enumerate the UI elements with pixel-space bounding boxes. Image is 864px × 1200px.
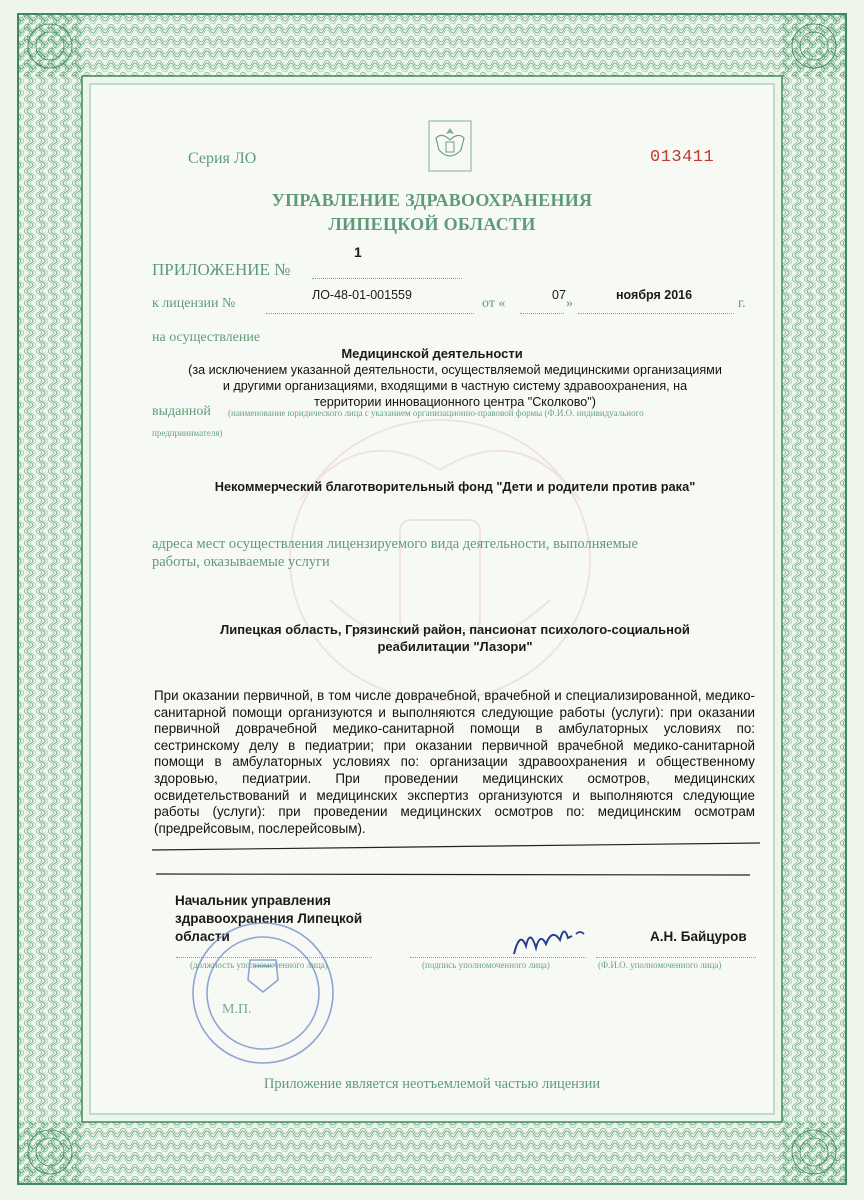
authority-line-1: УПРАВЛЕНИЕ ЗДРАВООХРАНЕНИЯ — [271, 190, 593, 210]
issued-note-line-1: (наименование юридического лица с указанием организационно-правовой формы (Ф.И.О. индивидуального — [228, 408, 644, 418]
activity-note-line-2: и другими организациями, входящими в частную систему здравоохранения, на — [222, 379, 688, 393]
signatory-name: А.Н. Байцуров — [650, 929, 747, 944]
series-label: Серия ЛО — [188, 150, 257, 167]
signatory-position-line-1: Начальник управления — [175, 893, 331, 908]
official-stamp — [178, 918, 348, 1068]
coat-of-arms-emblem — [428, 120, 472, 172]
activity-note-line-3: территории инновационного центра "Сколково") — [314, 395, 596, 409]
handwritten-signature — [510, 920, 600, 960]
address-line-1: Липецкая область, Грязинский район, пансионат психолого-социальной — [220, 622, 690, 637]
license-day-line — [520, 313, 564, 314]
services-description: При оказании первичной, в том числе доврачебной, врачебной и специализированной, медико-санитарной помощи организуются и выполняются следующие работы (услуги): при оказании первичной доврачебной медико-санитарной помощи в амбулаторных условиях по: сестринскому делу в педиатрии; при оказании первичной врачебной медико-санитарной помощи в амбулаторных условиях по: организации здравоохранения и общественному здоровью, педиатрии. При проведении медицинских осмотров, медицинских освидетельствований и медицинских экспертиз организуются и выполняются следующие работы (услуги): при проведении медицинских осмотров по: медицинским осмотрам (предрейсовым, послерейсовым). — [154, 688, 755, 836]
issued-note-line-2: предпринимателя) — [152, 428, 223, 438]
signatory-position-line-2: здравоохранения Липецкой — [175, 911, 363, 926]
address-line-2: реабилитации "Лазори" — [377, 639, 533, 654]
name-caption-line — [596, 957, 756, 958]
license-date-close-quote: » — [566, 296, 573, 311]
stamp-label: М.П. — [222, 1002, 252, 1017]
purpose-label: на осуществление — [152, 330, 261, 345]
license-year-suffix: г. — [738, 296, 746, 311]
appendix-number: 1 — [354, 244, 362, 260]
license-month-line — [578, 313, 734, 314]
license-label: к лицензии № — [152, 296, 236, 311]
addresses-label-line-2: работы, оказываемые услуги — [152, 554, 330, 570]
serial-number: 013411 — [650, 148, 715, 167]
license-number: ЛО-48-01-001559 — [312, 288, 412, 302]
name-caption: (Ф.И.О. уполномоченного лица) — [598, 960, 722, 970]
authority-line-2: ЛИПЕЦКОЙ ОБЛАСТИ — [328, 214, 536, 234]
closing-lines — [150, 840, 770, 880]
issued-label: выданной — [152, 404, 211, 419]
addresses-label-line-1: адреса мест осуществления лицензируемого вида деятельности, выполняемые — [152, 536, 638, 552]
appendix-number-line — [312, 278, 462, 279]
position-caption: (должность уполномоченного лица) — [190, 960, 328, 970]
signature-caption: (подпись уполномоченного лица) — [422, 960, 550, 970]
footer-note: Приложение является неотъемлемой частью лицензии — [263, 1076, 601, 1092]
activity-title: Медицинской деятельности — [341, 346, 523, 361]
license-date-from-label: от « — [482, 296, 506, 311]
license-day: 07 — [552, 288, 566, 302]
activity-note-line-1: (за исключением указанной деятельности, осуществляемой медицинскими организациями — [188, 363, 722, 377]
signature-caption-line — [410, 957, 586, 958]
license-number-line — [266, 313, 474, 314]
license-month-year: ноября 2016 — [616, 288, 693, 302]
appendix-label: ПРИЛОЖЕНИЕ № — [152, 260, 291, 279]
signatory-position-line-3: области — [175, 929, 230, 944]
organization-name: Некоммерческий благотворительный фонд "Дети и родители против рака" — [214, 479, 696, 494]
